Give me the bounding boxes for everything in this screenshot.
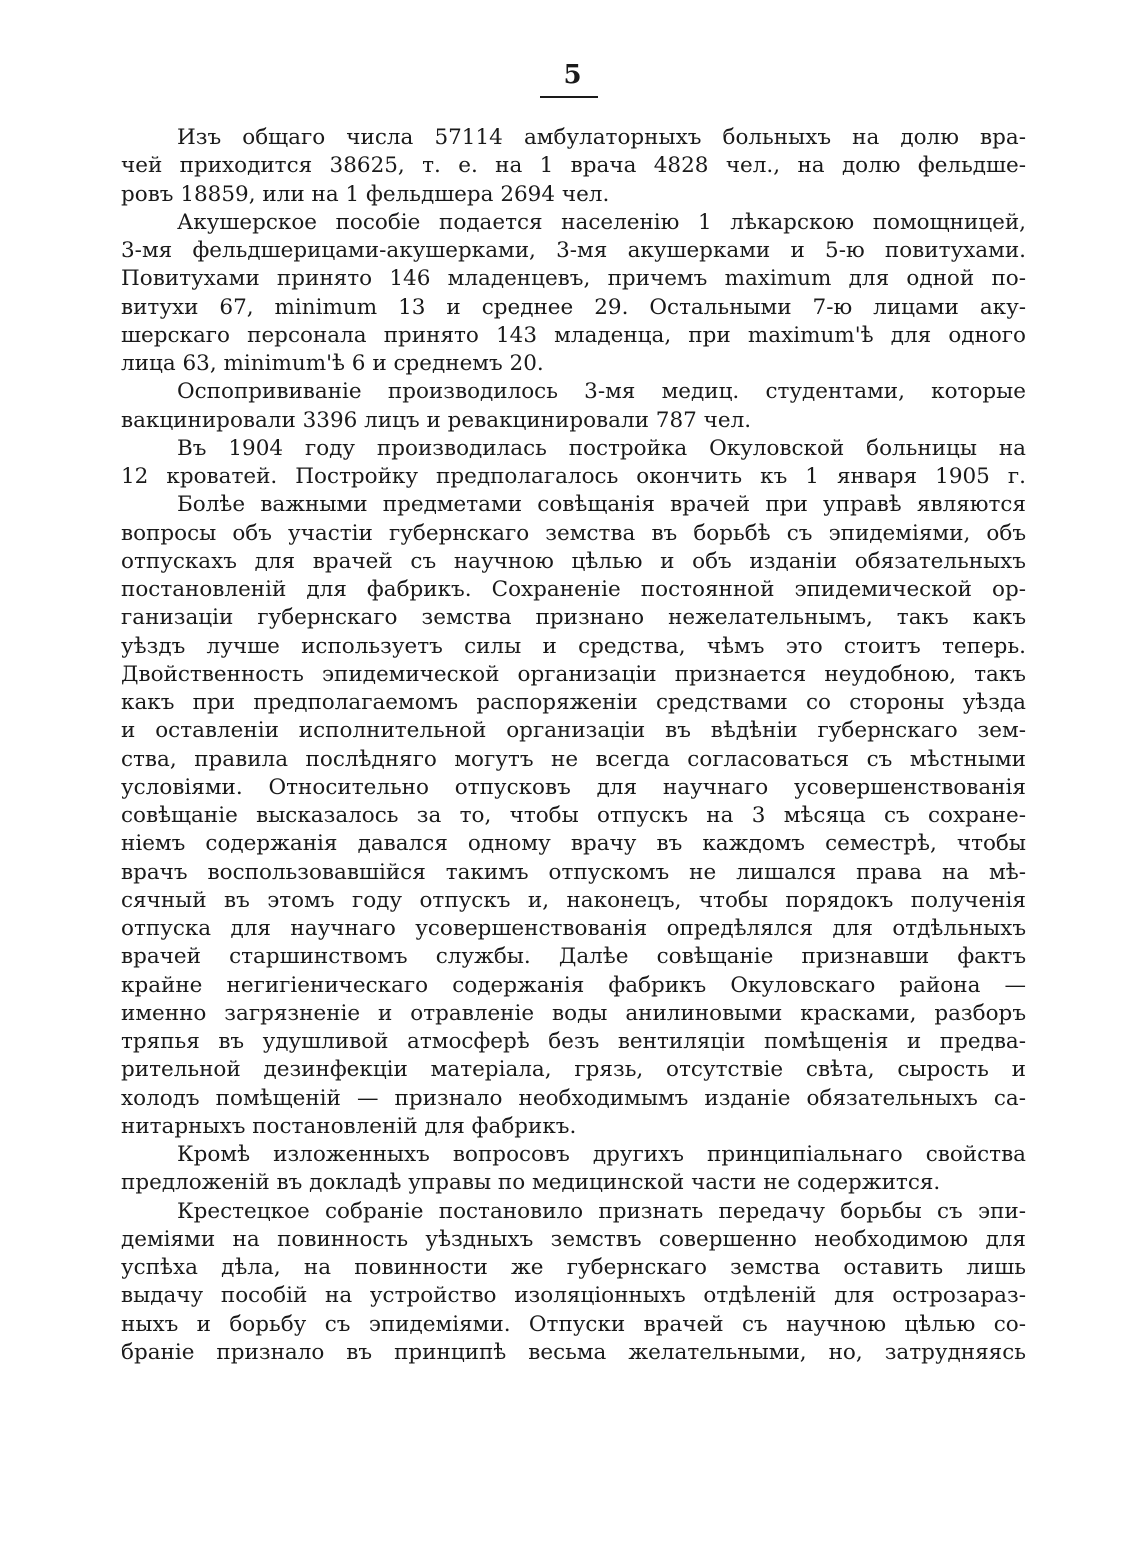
paragraph (121, 209, 1026, 379)
text-line: Двойственность эпидемической организаціи признается неудобною, такъ (121, 661, 1026, 687)
text-line: витухи 67, minimum 13 и среднее 29. Остальными 7-ю лицами аку- (121, 294, 1026, 320)
text-line: врачъ воспользовавшійся такимъ отпускомъ не лишался права на мѣ- (121, 859, 1026, 885)
text-line: Крестецкое собраніе постановило признать передачу борьбы съ эпи- (177, 1198, 1026, 1224)
text-line: выдачу пособій на устройство изоляціонныхъ отдѣленій для острозараз- (121, 1283, 1026, 1309)
text-line: какъ при предполагаемомъ распоряженіи средствами со стороны уѣзда (121, 690, 1026, 715)
text-line: совѣщаніе высказалось за то, чтобы отпускъ на 3 мѣсяца съ сохране- (121, 803, 1026, 828)
text-line: нитарныхъ постановленій для фабрикъ. (121, 1113, 577, 1139)
paragraph (121, 378, 1026, 435)
text-line: рительной дезинфекціи матеріала, грязь, отсутствіе свѣта, сырость и (121, 1057, 1026, 1083)
text-line: ныхъ и борьбу съ эпидеміями. Отпуски врачей съ научною цѣлью со- (121, 1311, 1026, 1337)
text-line: врачей старшинствомъ службы. Далѣе совѣщаніе признавши фактъ (121, 944, 1026, 970)
text-line: 12 кроватей. Постройку предполагалось окончить къ 1 января 1905 г. (121, 464, 1026, 489)
text-line: Болѣе важными предметами совѣщанія врачей при управѣ являются (177, 492, 1026, 518)
text-line: условіями. Относительно отпусковъ для научнаго усовершенствованія (121, 774, 1026, 800)
text-line: предложеній въ докладѣ управы по медицинской части не содержится. (121, 1170, 941, 1196)
text-line: ніемъ содержанія давался одному врачу въ каждомъ семестрѣ, чтобы (121, 831, 1026, 857)
paragraph (121, 1141, 1026, 1198)
body-text (121, 124, 1026, 1367)
text-line: именно загрязненіе и отравленіе воды анилиновыми красками, разборъ (121, 1000, 1026, 1026)
text-line: Повитухами принято 146 младенцевъ, причемъ maximum для одной по- (121, 266, 1026, 292)
text-line: лица 63, minimum'ѣ 6 и среднемъ 20. (121, 351, 544, 376)
text-line: сячный въ этомъ году отпускъ и, наконецъ, чтобы порядокъ полученія (121, 887, 1026, 913)
text-line: Кромѣ изложенныхъ вопросовъ другихъ принципіальнаго свойства (177, 1142, 1026, 1167)
text-line: и оставленіи исполнительной организаціи въ вѣдѣніи губернскаго зем- (121, 718, 1026, 744)
text-line: успѣха дѣла, на повинности же губернскаго земства оставить лишь (121, 1255, 1026, 1280)
text-line: тряпья въ удушливой атмосферѣ безъ вентиляціи помѣщенія и предва- (121, 1029, 1026, 1054)
paragraph (121, 435, 1026, 492)
text-line: шерскаго персонала принято 143 младенца, при maximum'ѣ для одного (121, 322, 1026, 348)
text-line: холодъ помѣщеній — признало необходимымъ изданіе обязательныхъ са- (121, 1085, 1026, 1111)
text-line: деміями на повинность уѣздныхъ земствъ совершенно необходимою для (121, 1226, 1026, 1252)
text-line: чей приходится 38625, т. е. на 1 врача 4828 чел., на долю фельдше- (121, 153, 1026, 179)
paragraph (121, 1198, 1026, 1368)
text-line: ганизаціи губернскаго земства признано нежелательнымъ, такъ какъ (121, 605, 1026, 631)
text-line: отпуска для научнаго усовершенствованія опредѣлялся для отдѣльныхъ (121, 916, 1026, 941)
text-line: браніе признало въ принципѣ весьма желательными, но, затрудняясь (121, 1339, 1026, 1365)
text-line: ства, правила послѣдняго могутъ не всегда согласоваться съ мѣстными (121, 746, 1026, 772)
text-line: вопросы объ участіи губернскаго земства въ борьбѣ съ эпидеміями, объ (121, 520, 1026, 546)
text-line: вакцинировали 3396 лицъ и ревакцинировали 787 чел. (121, 407, 752, 433)
text-line: отпускахъ для врачей съ научною цѣлью и объ изданіи обязательныхъ (121, 548, 1026, 574)
text-line: Оспопрививаніе производилось 3-мя медиц. студентами, которые (177, 379, 1026, 405)
text-line: уѣздъ лучше используетъ силы и средства, чѣмъ это стоитъ теперь. (121, 633, 1026, 659)
page-number-rule (540, 96, 598, 98)
text-line: Акушерское пособіе подается населенію 1 лѣкарскою помощницей, (177, 209, 1026, 235)
paragraph (121, 491, 1026, 1141)
text-line: Изъ общаго числа 57114 амбулаторныхъ больныхъ на долю вра- (177, 125, 1026, 150)
text-line: крайне негигіеническаго содержанія фабрикъ Окуловскаго района — (121, 972, 1026, 998)
text-line: 3-мя фельдшерицами-акушерками, 3-мя акушерками и 5-ю повитухами. (121, 238, 1026, 263)
text-line: Въ 1904 году производилась постройка Окуловской больницы на (177, 435, 1026, 461)
text-line: постановленій для фабрикъ. Сохраненіе постоянной эпидемической ор- (121, 577, 1026, 602)
paragraph (121, 124, 1026, 209)
page-number: 5 (563, 60, 582, 90)
text-line: ровъ 18859, или на 1 фельдшера 2694 чел. (121, 181, 610, 207)
